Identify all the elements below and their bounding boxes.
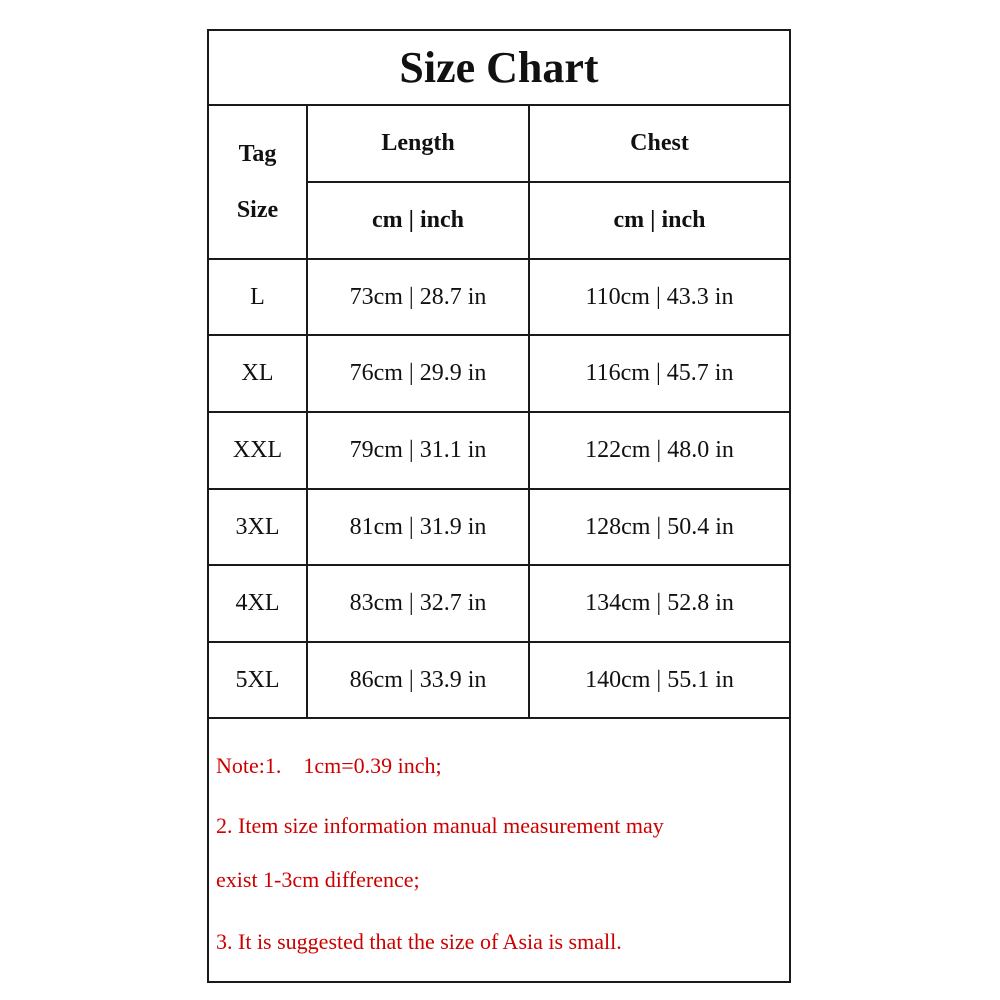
length-cell: 79cm | 31.1 in (307, 412, 529, 489)
table-row (209, 335, 789, 412)
chest-cell: 140cm | 55.1 in (529, 642, 789, 718)
tag-size-header (209, 106, 307, 259)
size-table (209, 106, 789, 719)
chest-cell: 134cm | 52.8 in (529, 565, 789, 642)
table-row (209, 565, 789, 642)
chest-cell: 128cm | 50.4 in (529, 489, 789, 565)
size-cell: 3XL (209, 489, 307, 565)
length-cell: 76cm | 29.9 in (307, 335, 529, 412)
tag-size-header-line2: Size (236, 197, 279, 223)
size-cell: XXL (209, 412, 307, 489)
size-cell: 4XL (209, 565, 307, 642)
tag-size-header-line1: Tag (238, 141, 277, 167)
chest-cell: 116cm | 45.7 in (529, 335, 789, 412)
chest-cell: 122cm | 48.0 in (529, 412, 789, 489)
size-cell: XL (209, 335, 307, 412)
size-chart-frame (207, 29, 791, 983)
table-row (209, 489, 789, 565)
chest-unit-header: cm | inch (529, 182, 789, 259)
note-1-text: 1cm=0.39 inch; (303, 753, 442, 778)
table-row (209, 642, 789, 718)
chart-title: Size Chart (209, 31, 789, 106)
header-row (209, 106, 789, 182)
length-unit-header: cm | inch (307, 182, 529, 259)
length-cell: 73cm | 28.7 in (307, 259, 529, 335)
chest-cell: 110cm | 43.3 in (529, 259, 789, 335)
note-3: 3. It is suggested that the size of Asia is small. (216, 929, 622, 954)
length-cell: 86cm | 33.9 in (307, 642, 529, 718)
table-row (209, 259, 789, 335)
length-cell: 83cm | 32.7 in (307, 565, 529, 642)
note-2-line-2: exist 1-3cm difference; (216, 867, 420, 892)
length-header: Length (307, 106, 529, 182)
note-1 (216, 753, 442, 779)
note-1-prefix: Note:1. (216, 753, 282, 778)
note-2-line-1: 2. Item size information manual measurement may (216, 813, 664, 838)
length-cell: 81cm | 31.9 in (307, 489, 529, 565)
chest-header: Chest (529, 106, 789, 182)
size-cell: L (209, 259, 307, 335)
size-cell: 5XL (209, 642, 307, 718)
notes-section (209, 719, 789, 981)
table-row (209, 412, 789, 489)
